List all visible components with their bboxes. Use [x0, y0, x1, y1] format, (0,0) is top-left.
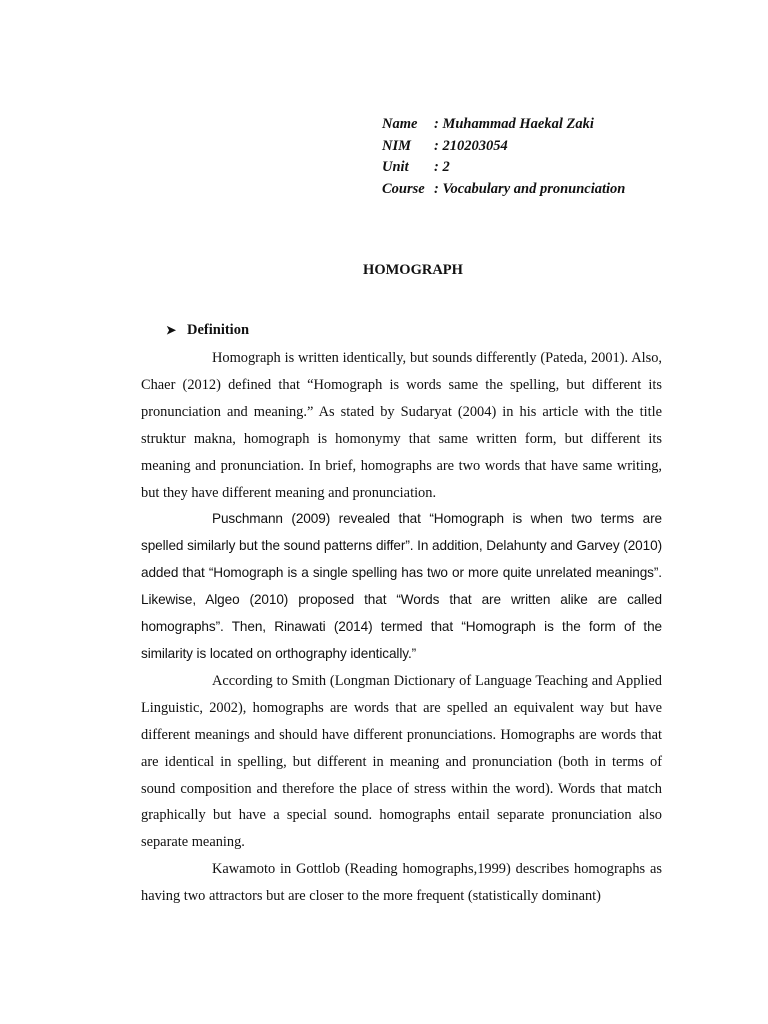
student-info-block [382, 114, 625, 200]
unit-row [382, 157, 625, 179]
name-value: : Muhammad Haekal Zaki [434, 116, 594, 132]
unit-label: Unit [382, 159, 409, 175]
paragraph-4: Kawamoto in Gottlob (Reading homographs,1999) describes homographs as having two attractors but are closer to the more frequent (statistically dominant) [141, 861, 662, 905]
paragraph-1: Homograph is written identically, but sounds differently (Pateda, 2001). Also, Chaer (2012) defined that “Homograph is words same the spelling, but different its pronunciation and meaning.” As stated by Sudaryat (2004) in his article with the title struktur makna, homograph is homonymy that same written form, but different its meaning and pronunciation. In brief, homographs are two words that have same writing, but they have different meaning and pronunciation. [141, 350, 662, 501]
section-heading-label: Definition [187, 322, 250, 338]
course-label: Course [382, 180, 425, 197]
arrow-bullet-icon: ➤ [166, 323, 177, 337]
student-nim-row [382, 136, 625, 158]
paragraph-2: Puschmann (2009) revealed that “Homograph is when two terms are spelled similarly but the sound patterns differ”. In addition, Delahunty and Garvey (2010) added that “Homograph is a single spelling has two or more quite unrelated meanings”. Likewise, Algeo (2010) proposed that “Words that are written alike are called homographs”. Then, Rinawati (2014) termed that “Homograph is the form of the similarity is located on orthography identically.” [141, 511, 662, 661]
student-name-row [382, 114, 625, 136]
course-value: : Vocabulary and pronunciation [434, 180, 626, 197]
nim-label: NIM [382, 137, 412, 154]
document-body [141, 345, 662, 910]
document-title: HOMOGRAPH [363, 262, 463, 278]
course-row [382, 179, 625, 201]
unit-value: : 2 [434, 159, 450, 175]
section-heading-definition [166, 322, 249, 339]
nim-value: : 210203054 [434, 137, 508, 154]
name-label: Name [382, 116, 418, 132]
paragraph-3: According to Smith (Longman Dictionary of Language Teaching and Applied Linguistic, 2002), homographs are words that are spelled an equivalent way but have different meanings and should have different pronunciations. Homographs are words that are identical in spelling, but different in meaning and pronunciation (both in terms of sound composition and therefore the place of stress within the word). Words that match graphically but have a special sound. homographs entail separate pronunciation also separate meaning. [141, 672, 662, 851]
